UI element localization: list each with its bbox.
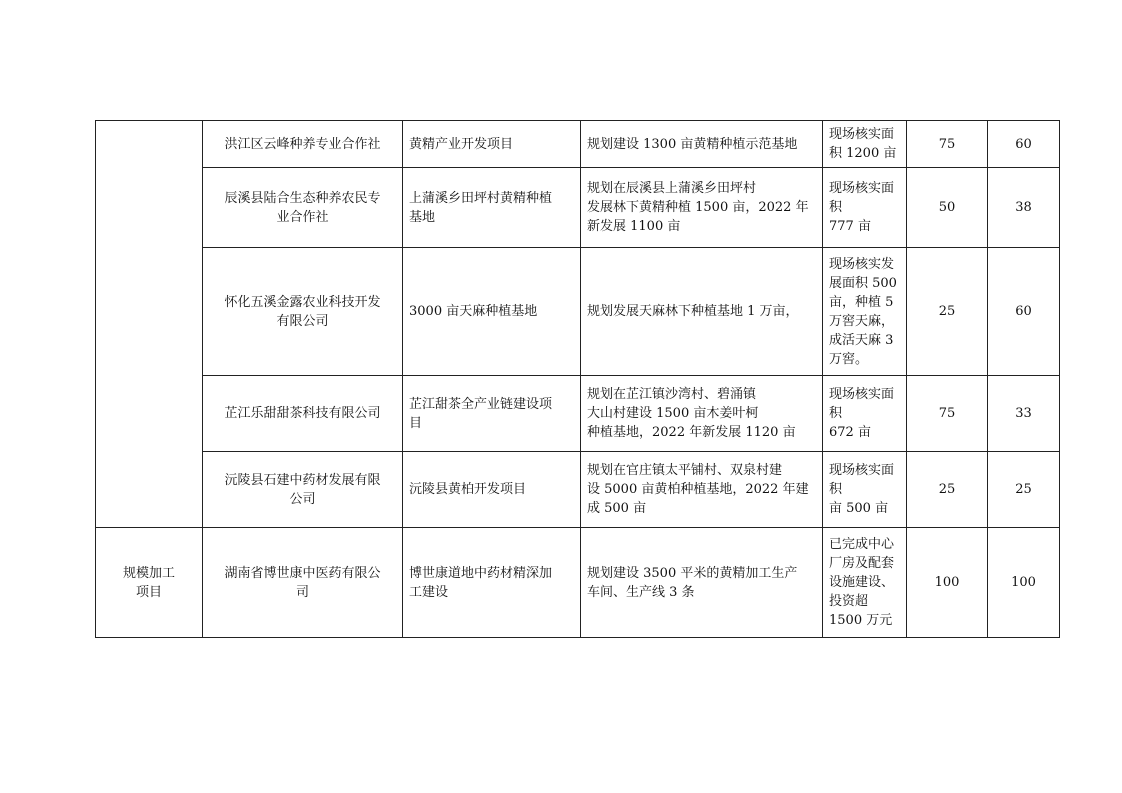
table-row: [96, 121, 1060, 168]
project-cell: 沅陵县黄柏开发项目: [403, 452, 581, 528]
table-row: [96, 168, 1060, 248]
org-cell: 湖南省博世康中医药有限公 司: [203, 528, 403, 638]
verified-cell: 现场核实面 积 亩 500 亩: [823, 452, 907, 528]
plan-cell: 规划在辰溪县上蒲溪乡田坪村 发展林下黄精种植 1500 亩，2022 年 新发展 1100 亩: [581, 168, 823, 248]
score-b-cell: 60: [988, 121, 1060, 168]
score-a-cell: 75: [907, 121, 988, 168]
table-row: [96, 376, 1060, 452]
score-a-cell: 50: [907, 168, 988, 248]
project-cell: 黄精产业开发项目: [403, 121, 581, 168]
score-b-cell: 60: [988, 248, 1060, 376]
project-cell: 3000 亩天麻种植基地: [403, 248, 581, 376]
verified-cell: 已完成中心 厂房及配套 设施建设、 投资超 1500 万元: [823, 528, 907, 638]
plan-cell: 规划发展天麻林下种植基地 1 万亩，: [581, 248, 823, 376]
plan-cell: 规划在芷江镇沙湾村、碧涌镇 大山村建设 1500 亩木姜叶柯 种植基地，2022 年新发展 1120 亩: [581, 376, 823, 452]
org-cell: 沅陵县石建中药材发展有限 公司: [203, 452, 403, 528]
score-a-cell: 25: [907, 248, 988, 376]
project-cell: 博世康道地中药材精深加 工建设: [403, 528, 581, 638]
org-cell: 怀化五溪金露农业科技开发 有限公司: [203, 248, 403, 376]
score-a-cell: 75: [907, 376, 988, 452]
category-cell: [96, 121, 203, 528]
table-row: [96, 248, 1060, 376]
verified-cell: 现场核实面 积 1200 亩: [823, 121, 907, 168]
score-b-cell: 100: [988, 528, 1060, 638]
score-b-cell: 38: [988, 168, 1060, 248]
org-cell: 洪江区云峰种养专业合作社: [203, 121, 403, 168]
verified-cell: 现场核实面 积 777 亩: [823, 168, 907, 248]
score-b-cell: 33: [988, 376, 1060, 452]
score-a-cell: 100: [907, 528, 988, 638]
org-cell: 芷江乐甜甜茶科技有限公司: [203, 376, 403, 452]
category-cell: 规模加工 项目: [96, 528, 203, 638]
org-cell: 辰溪县陆合生态种养农民专 业合作社: [203, 168, 403, 248]
score-a-cell: 25: [907, 452, 988, 528]
project-cell: 芷江甜茶全产业链建设项 目: [403, 376, 581, 452]
project-cell: 上蒲溪乡田坪村黄精种植 基地: [403, 168, 581, 248]
verified-cell: 现场核实发 展面积 500 亩，种植 5 万窖天麻， 成活天麻 3 万窖。: [823, 248, 907, 376]
verified-cell: 现场核实面 积 672 亩: [823, 376, 907, 452]
table-row: [96, 528, 1060, 638]
project-table: [95, 120, 1060, 638]
score-b-cell: 25: [988, 452, 1060, 528]
plan-cell: 规划建设 3500 平米的黄精加工生产 车间、生产线 3 条: [581, 528, 823, 638]
plan-cell: 规划在官庄镇太平铺村、双泉村建 设 5000 亩黄柏种植基地，2022 年建 成 500 亩: [581, 452, 823, 528]
table-row: [96, 452, 1060, 528]
plan-cell: 规划建设 1300 亩黄精种植示范基地: [581, 121, 823, 168]
